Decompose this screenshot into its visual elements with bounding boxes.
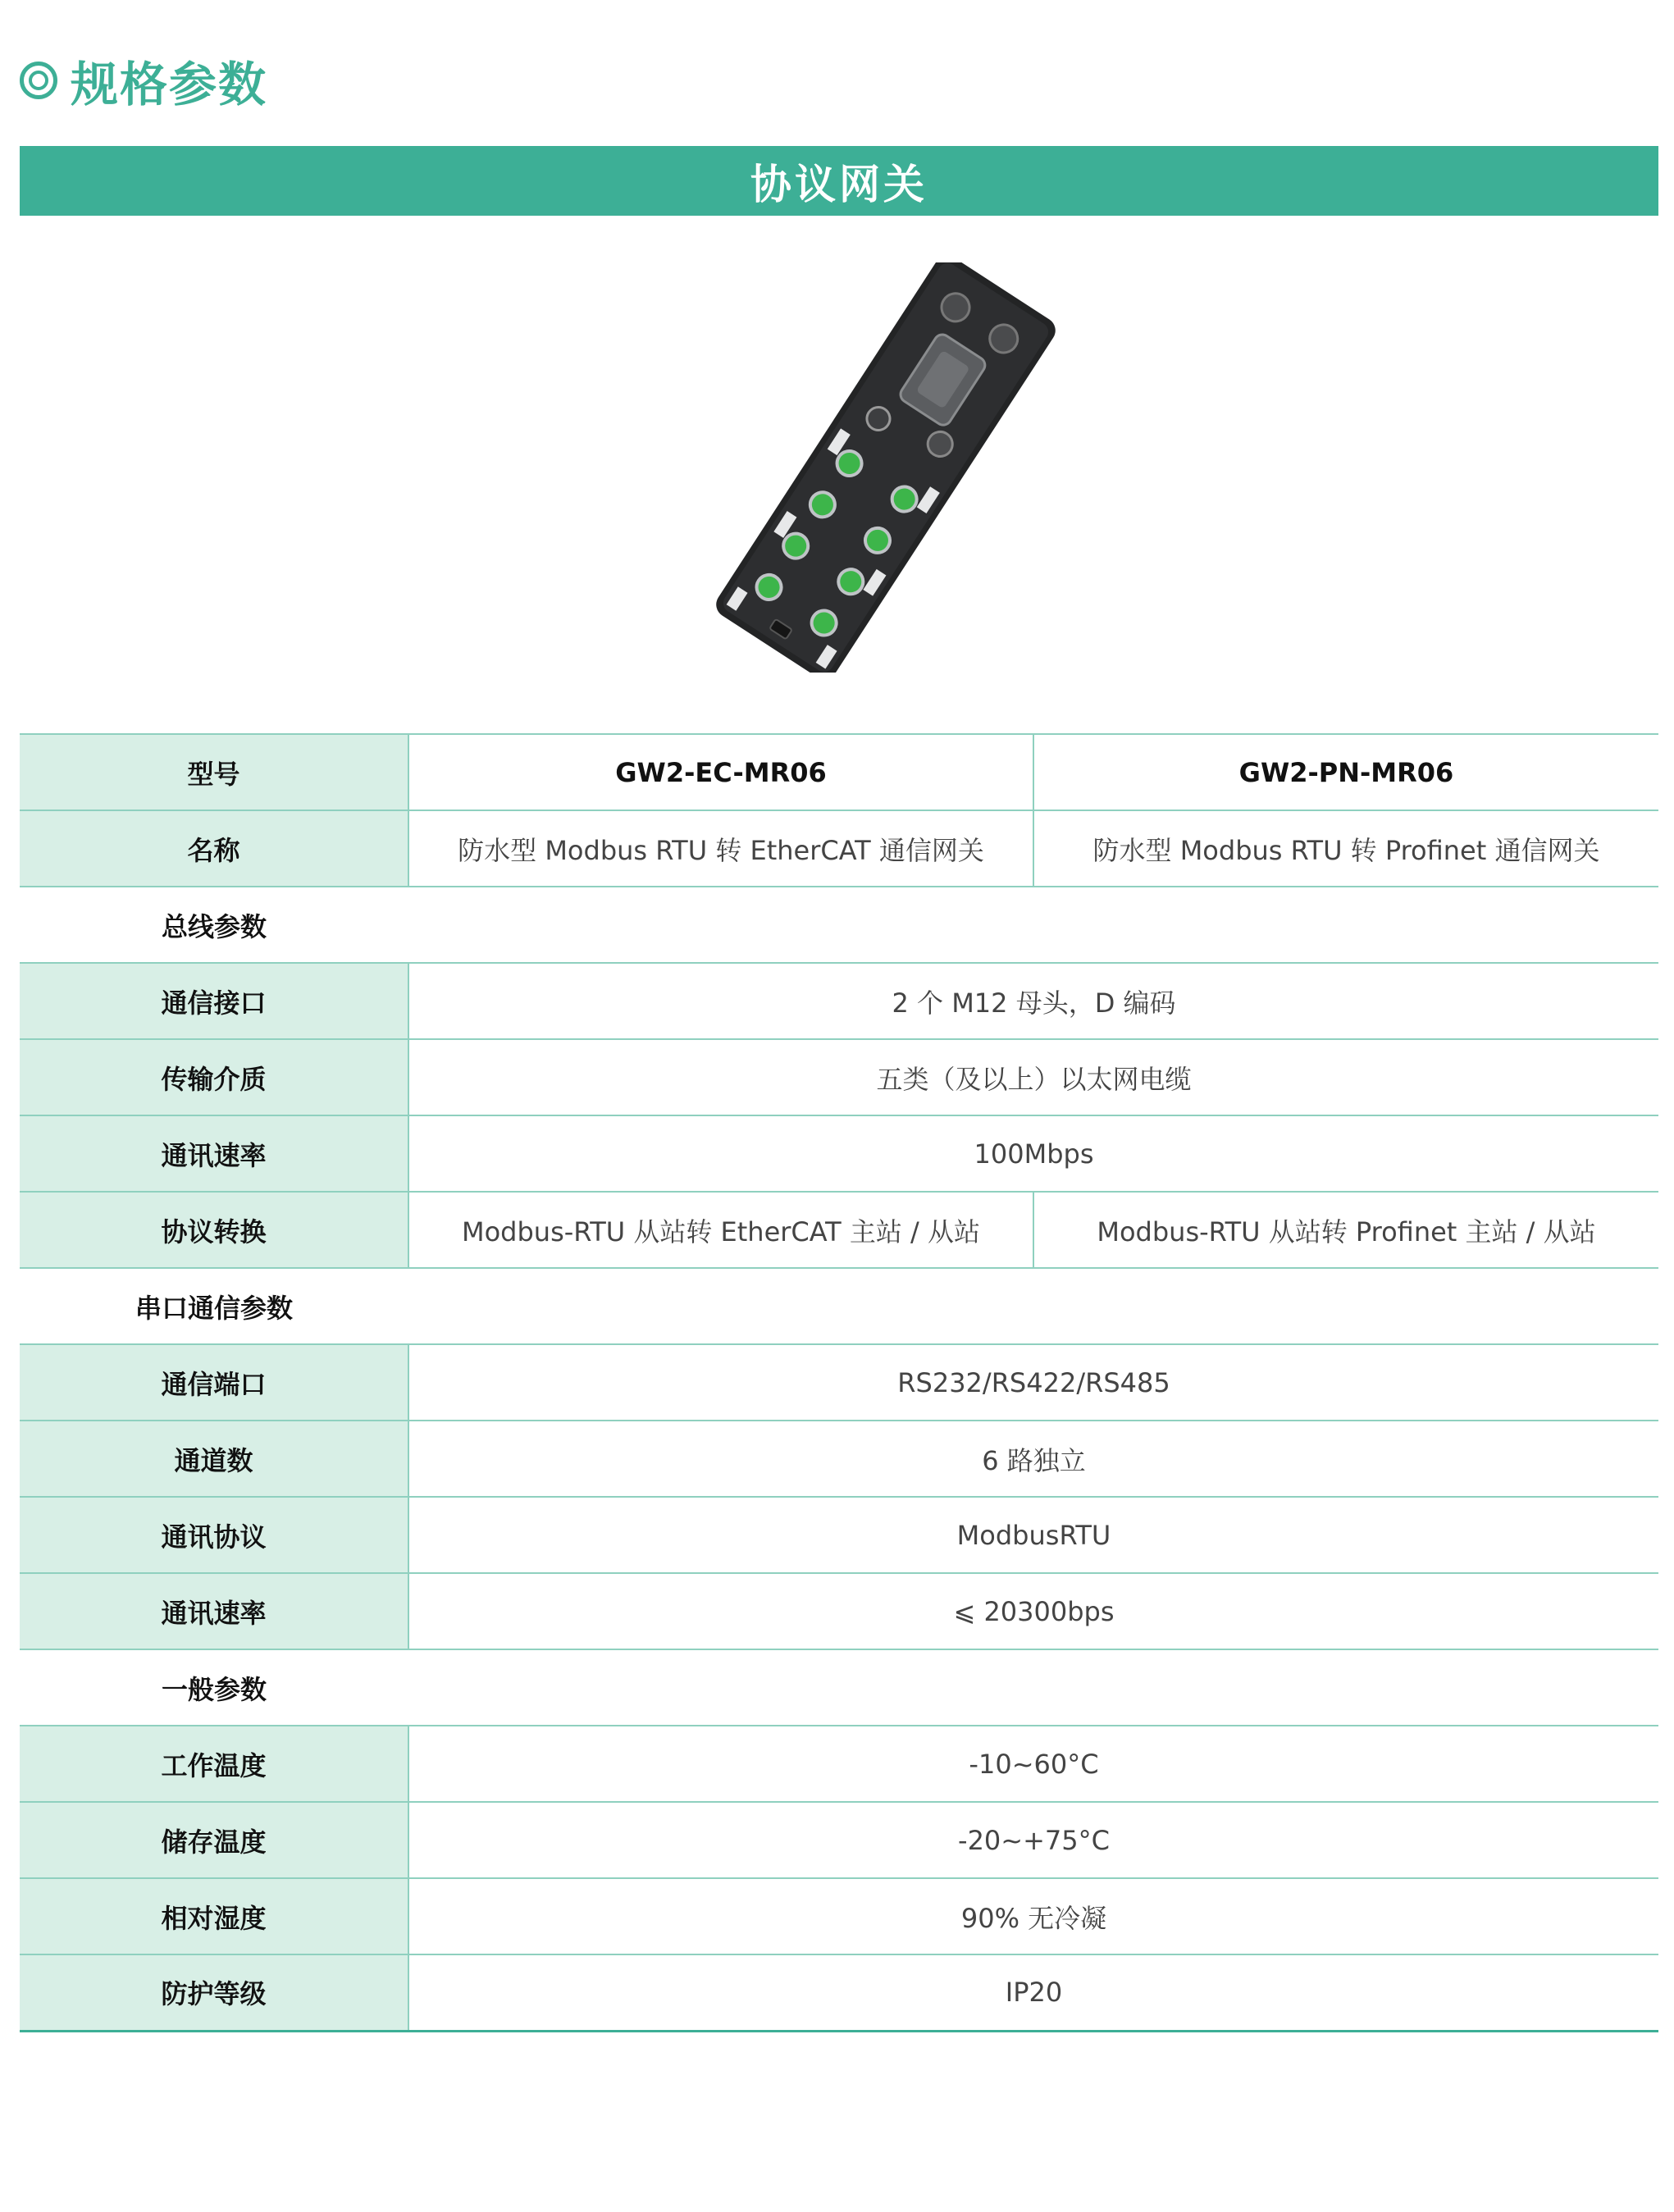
table-row xyxy=(20,1421,1658,1497)
model-gw2-pn: GW2-PN-MR06 xyxy=(1033,734,1658,810)
section-label: 串口通信参数 xyxy=(20,1268,408,1344)
row-value: ⩽ 20300bps xyxy=(408,1573,1658,1649)
row-label: 协议转换 xyxy=(20,1192,408,1268)
model-gw2-ec: GW2-EC-MR06 xyxy=(408,734,1033,810)
row-value: -10~60°C xyxy=(408,1726,1658,1802)
table-row xyxy=(20,1573,1658,1649)
section-title-text: 规格参数 xyxy=(71,57,268,112)
row-label: 通讯协议 xyxy=(20,1497,408,1573)
spec-table xyxy=(20,733,1658,2032)
row-label: 名称 xyxy=(20,810,408,887)
table-row xyxy=(20,1802,1658,1878)
section-row xyxy=(20,1649,1658,1726)
table-row xyxy=(20,1726,1658,1802)
row-value: IP20 xyxy=(408,1954,1658,2031)
table-row xyxy=(20,963,1658,1039)
row-label: 型号 xyxy=(20,734,408,810)
row-label: 通信端口 xyxy=(20,1344,408,1421)
name-gw2-ec: 防水型 Modbus RTU 转 EtherCAT 通信网关 xyxy=(408,810,1033,887)
row-label: 传输介质 xyxy=(20,1039,408,1115)
table-row xyxy=(20,1954,1658,2031)
row-value: 6 路独立 xyxy=(408,1421,1658,1497)
row-value: 五类（及以上）以太网电缆 xyxy=(408,1039,1658,1115)
table-row xyxy=(20,1497,1658,1573)
row-label: 工作温度 xyxy=(20,1726,408,1802)
table-row xyxy=(20,1878,1658,1954)
row-value: ModbusRTU xyxy=(408,1497,1658,1573)
row-label: 储存温度 xyxy=(20,1802,408,1878)
name-gw2-pn: 防水型 Modbus RTU 转 Profinet 通信网关 xyxy=(1033,810,1658,887)
conversion-gw2-pn: Modbus-RTU 从站转 Profinet 主站 / 从站 xyxy=(1033,1192,1658,1268)
row-label: 通信接口 xyxy=(20,963,408,1039)
row-label: 通讯速率 xyxy=(20,1573,408,1649)
table-row xyxy=(20,1344,1658,1421)
section-title xyxy=(20,48,267,113)
row-value: -20~+75°C xyxy=(408,1802,1658,1878)
double-circle-icon xyxy=(20,62,57,99)
conversion-gw2-ec: Modbus-RTU 从站转 EtherCAT 主站 / 从站 xyxy=(408,1192,1033,1268)
row-label: 通道数 xyxy=(20,1421,408,1497)
section-row xyxy=(20,1268,1658,1344)
table-row xyxy=(20,734,1658,810)
section-label: 一般参数 xyxy=(20,1649,408,1726)
table-row xyxy=(20,810,1658,887)
product-category-banner: 协议网关 xyxy=(20,146,1658,216)
row-value: 2 个 M12 母头，D 编码 xyxy=(408,963,1658,1039)
row-label: 防护等级 xyxy=(20,1954,408,2031)
row-value: RS232/RS422/RS485 xyxy=(408,1344,1658,1421)
row-label: 通讯速率 xyxy=(20,1115,408,1192)
gateway-device-image xyxy=(673,262,1099,673)
table-row xyxy=(20,1192,1658,1268)
table-row xyxy=(20,1115,1658,1192)
section-row xyxy=(20,887,1658,963)
section-label: 总线参数 xyxy=(20,887,408,963)
row-value: 100Mbps xyxy=(408,1115,1658,1192)
row-value: 90% 无冷凝 xyxy=(408,1878,1658,1954)
table-row xyxy=(20,1039,1658,1115)
row-label: 相对湿度 xyxy=(20,1878,408,1954)
